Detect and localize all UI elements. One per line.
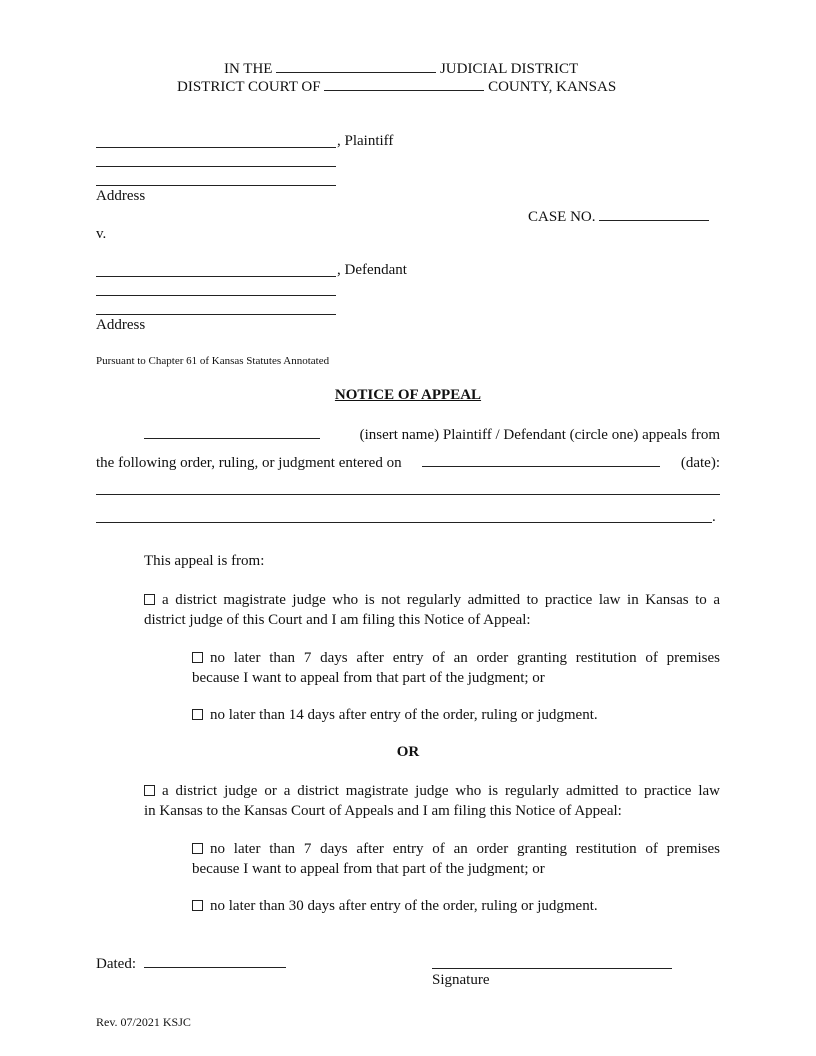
dated-row <box>96 953 286 973</box>
appeal-from-label: This appeal is from: <box>144 553 265 569</box>
dated-blank[interactable] <box>144 953 286 968</box>
header-suffix-1: JUDICIAL DISTRICT <box>439 61 579 77</box>
plaintiff-address-line-1[interactable] <box>96 166 336 167</box>
order-description-period: . <box>712 509 716 525</box>
intro-line-2-prefix: the following order, ruling, or judgment entered on <box>96 455 402 471</box>
option-a-sub-2-checkbox[interactable] <box>192 709 203 720</box>
signature-label: Signature <box>432 972 490 988</box>
option-b <box>144 781 720 821</box>
signature-line[interactable] <box>432 968 672 969</box>
defendant-address-line-2[interactable] <box>96 314 336 315</box>
intro-line-2-suffix: (date): <box>680 455 720 471</box>
plaintiff-address-line-2[interactable] <box>96 185 336 186</box>
option-b-checkbox[interactable] <box>144 785 155 796</box>
option-b-sub-1 <box>192 839 720 879</box>
option-a <box>144 590 720 630</box>
option-a-sub-1 <box>192 648 720 688</box>
appellant-name-blank[interactable] <box>144 424 320 439</box>
option-a-line-2: district judge of this Court and I am filing this Notice of Appeal: <box>144 612 531 628</box>
option-a-sub-1-line-1: no later than 7 days after entry of an order granting restitution of premises <box>192 648 720 668</box>
dated-label: Dated: <box>96 956 136 972</box>
plaintiff-address-label: Address <box>96 188 146 204</box>
intro-line-2 <box>96 452 720 472</box>
statute-note: Pursuant to Chapter 61 of Kansas Statutes Annotated <box>96 355 330 367</box>
option-b-sub-1-line-2: because I want to appeal from that part of the judgment; or <box>192 861 545 877</box>
judgment-date-blank[interactable] <box>422 452 660 467</box>
order-description-line-1[interactable] <box>96 494 720 495</box>
header-suffix-2: COUNTY, KANSAS <box>488 79 617 95</box>
court-header-line2 <box>177 76 616 96</box>
case-number <box>528 206 709 226</box>
option-b-sub-1-checkbox[interactable] <box>192 843 203 854</box>
revision-note: Rev. 07/2021 KSJC <box>96 1015 191 1029</box>
versus-label: v. <box>96 226 107 242</box>
option-a-line-1: a district magistrate judge who is not regularly admitted to practice law in Kansas to a <box>144 590 720 610</box>
plaintiff-name-line[interactable] <box>96 147 336 148</box>
option-b-line-1: a district judge or a district magistrate judge who is regularly admitted to practice law <box>144 781 720 801</box>
order-description-line-2[interactable] <box>96 522 712 523</box>
case-no-label: CASE NO. <box>528 209 596 225</box>
header-prefix-1: IN THE <box>224 61 273 77</box>
judicial-district-blank[interactable] <box>276 58 436 73</box>
or-divider: OR <box>396 744 420 760</box>
option-b-sub-2-checkbox[interactable] <box>192 900 203 911</box>
option-a-sub-2: no later than 14 days after entry of the order, ruling or judgment. <box>192 706 598 724</box>
county-blank[interactable] <box>324 76 484 91</box>
option-b-sub-1-line-1: no later than 7 days after entry of an order granting restitution of premises <box>192 839 720 859</box>
court-header-line1 <box>224 58 578 78</box>
defendant-label: , Defendant <box>337 262 407 278</box>
header-prefix-2: DISTRICT COURT OF <box>177 79 321 95</box>
option-b-line-2: in Kansas to the Kansas Court of Appeals and I am filing this Notice of Appeal: <box>144 803 622 819</box>
option-a-sub-1-line-2: because I want to appeal from that part of the judgment; or <box>192 670 545 686</box>
case-number-blank[interactable] <box>599 206 709 221</box>
option-b-sub-2: no later than 30 days after entry of the order, ruling or judgment. <box>192 897 598 915</box>
intro-line-1 <box>144 424 720 444</box>
intro-line-1-text: (insert name) Plaintiff / Defendant (circle one) appeals from <box>359 427 720 443</box>
defendant-name-line[interactable] <box>96 276 336 277</box>
defendant-address-line-1[interactable] <box>96 295 336 296</box>
page-title: NOTICE OF APPEAL <box>334 387 482 403</box>
defendant-address-label: Address <box>96 317 146 333</box>
option-a-sub-1-checkbox[interactable] <box>192 652 203 663</box>
option-a-checkbox[interactable] <box>144 594 155 605</box>
plaintiff-label: , Plaintiff <box>337 133 394 149</box>
